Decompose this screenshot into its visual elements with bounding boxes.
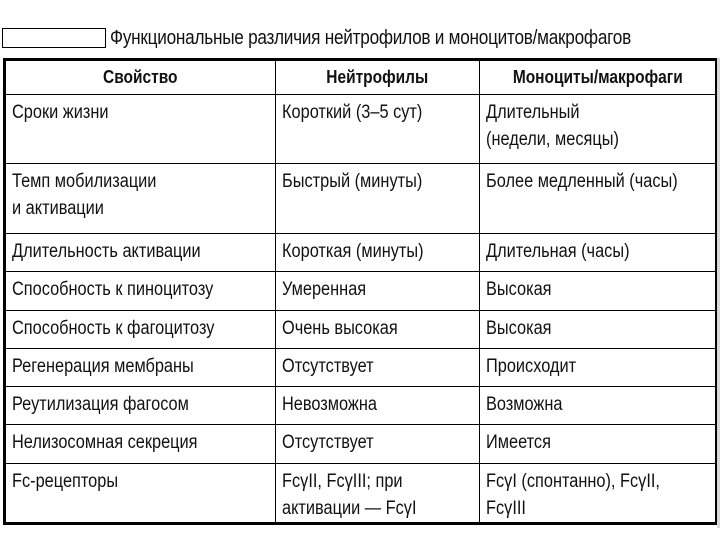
table-cell: Короткий (3–5 сут) bbox=[276, 95, 480, 164]
table-cell: Очень высокая bbox=[276, 310, 480, 348]
table-cell: Длительный (недели, месяцы) bbox=[480, 95, 716, 164]
table-row bbox=[6, 348, 716, 386]
table-cell: Темп мобилизации и активации bbox=[6, 164, 276, 233]
table-header-row bbox=[6, 61, 716, 95]
table-cell: Способность к пиноцитозу bbox=[6, 272, 276, 310]
header-property: Свойство bbox=[6, 61, 276, 95]
table-cell: Невозможна bbox=[276, 387, 480, 425]
table-cell: Реутилизация фагосом bbox=[6, 387, 276, 425]
table-cell: Возможна bbox=[480, 387, 716, 425]
table-row bbox=[6, 425, 716, 463]
table-cell: Нелизосомная секреция bbox=[6, 425, 276, 463]
table-cell: Более медленный (часы) bbox=[480, 164, 716, 233]
table-cell: Происходит bbox=[480, 348, 716, 386]
table-row bbox=[6, 272, 716, 310]
table-cell: Способность к фагоцитозу bbox=[6, 310, 276, 348]
table-row bbox=[6, 164, 716, 233]
title-bar bbox=[0, 25, 720, 53]
table-cell: Отсутствует bbox=[276, 425, 480, 463]
table-cell: Высокая bbox=[480, 310, 716, 348]
title-label-box bbox=[2, 28, 106, 48]
table-cell: Умеренная bbox=[276, 272, 480, 310]
page-title: Функциональные различия нейтрофилов и моноцитов/макрофагов bbox=[110, 27, 631, 49]
table-cell: FcγII, FcγIII; при активации — FcγI bbox=[276, 463, 480, 522]
table-row bbox=[6, 95, 716, 164]
table-cell: Сроки жизни bbox=[6, 95, 276, 164]
table-cell: Длительная (часы) bbox=[480, 233, 716, 271]
table-cell: Отсутствует bbox=[276, 348, 480, 386]
header-neutrophils: Нейтрофилы bbox=[276, 61, 480, 95]
table-row bbox=[6, 310, 716, 348]
table-row bbox=[6, 463, 716, 522]
table-cell: FcγI (спонтанно), FcγII, FcγIII bbox=[480, 463, 716, 522]
table-cell: Короткая (минуты) bbox=[276, 233, 480, 271]
table-cell: Fc-рецепторы bbox=[6, 463, 276, 522]
table-cell: Высокая bbox=[480, 272, 716, 310]
table-row bbox=[6, 387, 716, 425]
table-row bbox=[6, 233, 716, 271]
table-cell: Быстрый (минуты) bbox=[276, 164, 480, 233]
comparison-table bbox=[5, 60, 716, 523]
table-cell: Длительность активации bbox=[6, 233, 276, 271]
table-cell: Регенерация мембраны bbox=[6, 348, 276, 386]
comparison-table-container bbox=[3, 58, 717, 525]
header-monocytes: Моноциты/макрофаги bbox=[480, 61, 716, 95]
table-cell: Имеется bbox=[480, 425, 716, 463]
